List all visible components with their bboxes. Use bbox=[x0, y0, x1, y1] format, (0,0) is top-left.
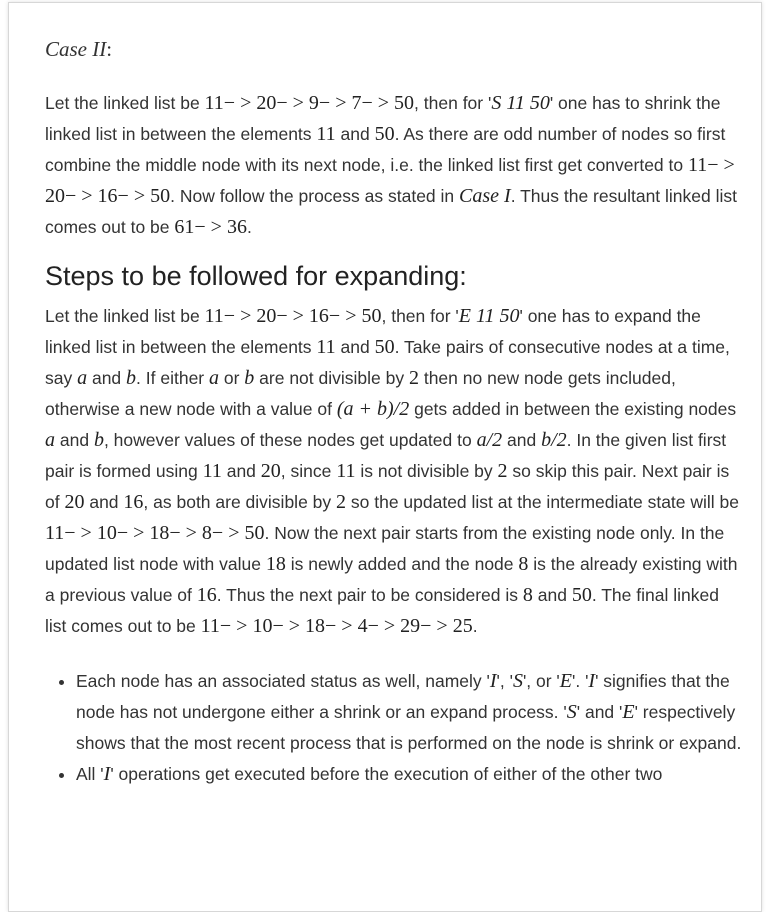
text-run: . Take pairs of consecutive nodes at a time, say bbox=[45, 337, 730, 388]
text-run: . Thus the resultant linked list comes out to be bbox=[45, 186, 738, 237]
expanding-heading: Steps to be followed for expanding: bbox=[45, 261, 467, 291]
math-expression: I bbox=[588, 670, 596, 692]
text-run: and bbox=[532, 585, 572, 605]
text-run: Let the linked list be bbox=[45, 93, 205, 113]
text-run: . If either bbox=[136, 368, 209, 388]
text-run: and bbox=[335, 337, 375, 357]
text-run: . bbox=[246, 217, 252, 237]
math-expression: 11− > 20− > 16− > 50 bbox=[45, 154, 735, 207]
expand-paragraph bbox=[45, 301, 745, 642]
text-run: is newly added and the node bbox=[285, 554, 519, 574]
text-run: and bbox=[335, 124, 375, 144]
text-run: so skip this pair. Next pair is of bbox=[45, 461, 730, 512]
case-title bbox=[45, 35, 745, 63]
math-expression: 20 bbox=[64, 491, 85, 513]
math-expression: S bbox=[512, 670, 523, 692]
case-title-colon: : bbox=[106, 37, 113, 61]
case2-paragraph bbox=[45, 88, 745, 243]
math-expression: 50 bbox=[374, 336, 395, 358]
math-expression: S bbox=[566, 701, 577, 723]
math-expression: I bbox=[489, 670, 497, 692]
text-run: ' one has to expand the linked list in between the elements bbox=[45, 306, 701, 357]
math-expression: b bbox=[93, 429, 104, 451]
math-expression: 61− > 36 bbox=[174, 216, 247, 238]
text-run: All ' bbox=[76, 764, 104, 784]
text-run: ', ' bbox=[496, 671, 513, 691]
text-run: and bbox=[87, 368, 127, 388]
text-run: Let the linked list be bbox=[45, 306, 205, 326]
text-run: , then for ' bbox=[414, 93, 492, 113]
text-run: gets added in between the existing nodes bbox=[409, 399, 737, 419]
text-run: ' and ' bbox=[576, 702, 623, 722]
text-run: and bbox=[502, 430, 542, 450]
math-expression: Case I bbox=[459, 185, 511, 207]
text-run: are not divisible by bbox=[254, 368, 409, 388]
text-run: . Thus the next pair to be considered is bbox=[216, 585, 523, 605]
math-expression: 11 bbox=[336, 460, 356, 482]
math-expression: 16 bbox=[196, 584, 217, 606]
math-expression: E 11 50 bbox=[458, 305, 520, 327]
math-expression: 8 bbox=[522, 584, 533, 606]
math-expression: a/2 bbox=[476, 429, 503, 451]
text-run: . The final linked list comes out to be bbox=[45, 585, 719, 636]
text-run: '. ' bbox=[572, 671, 589, 691]
math-expression: 11 bbox=[202, 460, 222, 482]
text-run: . As there are odd number of nodes so first combine the middle node with its next node, i.e. the linked list first get converted to bbox=[45, 124, 726, 175]
text-run: or bbox=[219, 368, 245, 388]
math-expression: b bbox=[126, 367, 137, 389]
text-run: , however values of these nodes get updated to bbox=[103, 430, 477, 450]
math-expression: 16 bbox=[123, 491, 144, 513]
text-run: and bbox=[221, 461, 261, 481]
text-run: , since bbox=[280, 461, 337, 481]
math-expression: a bbox=[77, 367, 88, 389]
math-expression: 11− > 10− > 18− > 8− > 50 bbox=[45, 522, 265, 544]
text-run: ' signifies that the node has not undergone either a shrink or an expand process. ' bbox=[76, 671, 730, 722]
math-expression: 50 bbox=[571, 584, 592, 606]
text-run: and bbox=[84, 492, 124, 512]
math-expression: b/2 bbox=[541, 429, 567, 451]
math-expression: 18 bbox=[265, 553, 286, 575]
math-expression: 2 bbox=[336, 491, 347, 513]
math-expression: 11 bbox=[316, 336, 336, 358]
math-expression: E bbox=[559, 670, 572, 692]
text-run: so the updated list at the intermediate state will be bbox=[346, 492, 740, 512]
list-item-status bbox=[76, 666, 745, 759]
math-expression: I bbox=[103, 763, 111, 785]
case-title-text: Case II bbox=[45, 37, 107, 61]
content-panel bbox=[8, 2, 762, 912]
math-expression: S 11 50 bbox=[491, 92, 550, 114]
math-expression: 2 bbox=[408, 367, 419, 389]
text-run: ', or ' bbox=[522, 671, 560, 691]
text-run: ' one has to shrink the linked list in between the elements bbox=[45, 93, 721, 144]
article-body bbox=[45, 35, 745, 790]
math-expression: a bbox=[209, 367, 219, 389]
text-run: is the already existing with a previous value of bbox=[45, 554, 738, 605]
text-run: Each node has an associated status as well, namely ' bbox=[76, 671, 490, 691]
math-expression: 11 bbox=[316, 123, 336, 145]
text-run: . In the given list first pair is formed using bbox=[45, 430, 727, 481]
math-expression: 11− > 10− > 18− > 4− > 29− > 25 bbox=[200, 615, 473, 637]
text-run: , as both are divisible by bbox=[143, 492, 337, 512]
math-expression: (a + b)/2 bbox=[336, 398, 410, 420]
list-item-operations bbox=[76, 759, 745, 790]
math-expression: 2 bbox=[497, 460, 508, 482]
math-expression: 50 bbox=[374, 123, 395, 145]
math-expression: b bbox=[244, 367, 255, 389]
text-run: then no new node gets included, otherwise a new node with a value of bbox=[45, 368, 676, 419]
text-run: and bbox=[55, 430, 94, 450]
text-run: . Now the next pair starts from the existing node only. In the updated list node with value bbox=[45, 523, 725, 574]
math-expression: 11− > 20− > 16− > 50 bbox=[204, 305, 382, 327]
text-run: . Now follow the process as stated in bbox=[170, 186, 460, 206]
text-run: ' operations get executed before the execution of either of the other two bbox=[110, 764, 663, 784]
math-expression: 11− > 20− > 9− > 7− > 50 bbox=[204, 92, 415, 114]
math-expression: 20 bbox=[260, 460, 281, 482]
status-bullet-list bbox=[45, 666, 745, 790]
math-expression: 8 bbox=[518, 553, 529, 575]
text-run: is not divisible by bbox=[355, 461, 498, 481]
text-run: ' respectively shows that the most recent process that is performed on the node is shrink or expand. bbox=[76, 702, 742, 753]
math-expression: a bbox=[45, 429, 55, 451]
text-run: , then for ' bbox=[381, 306, 459, 326]
text-run: . bbox=[472, 616, 478, 636]
math-expression: E bbox=[622, 701, 635, 723]
